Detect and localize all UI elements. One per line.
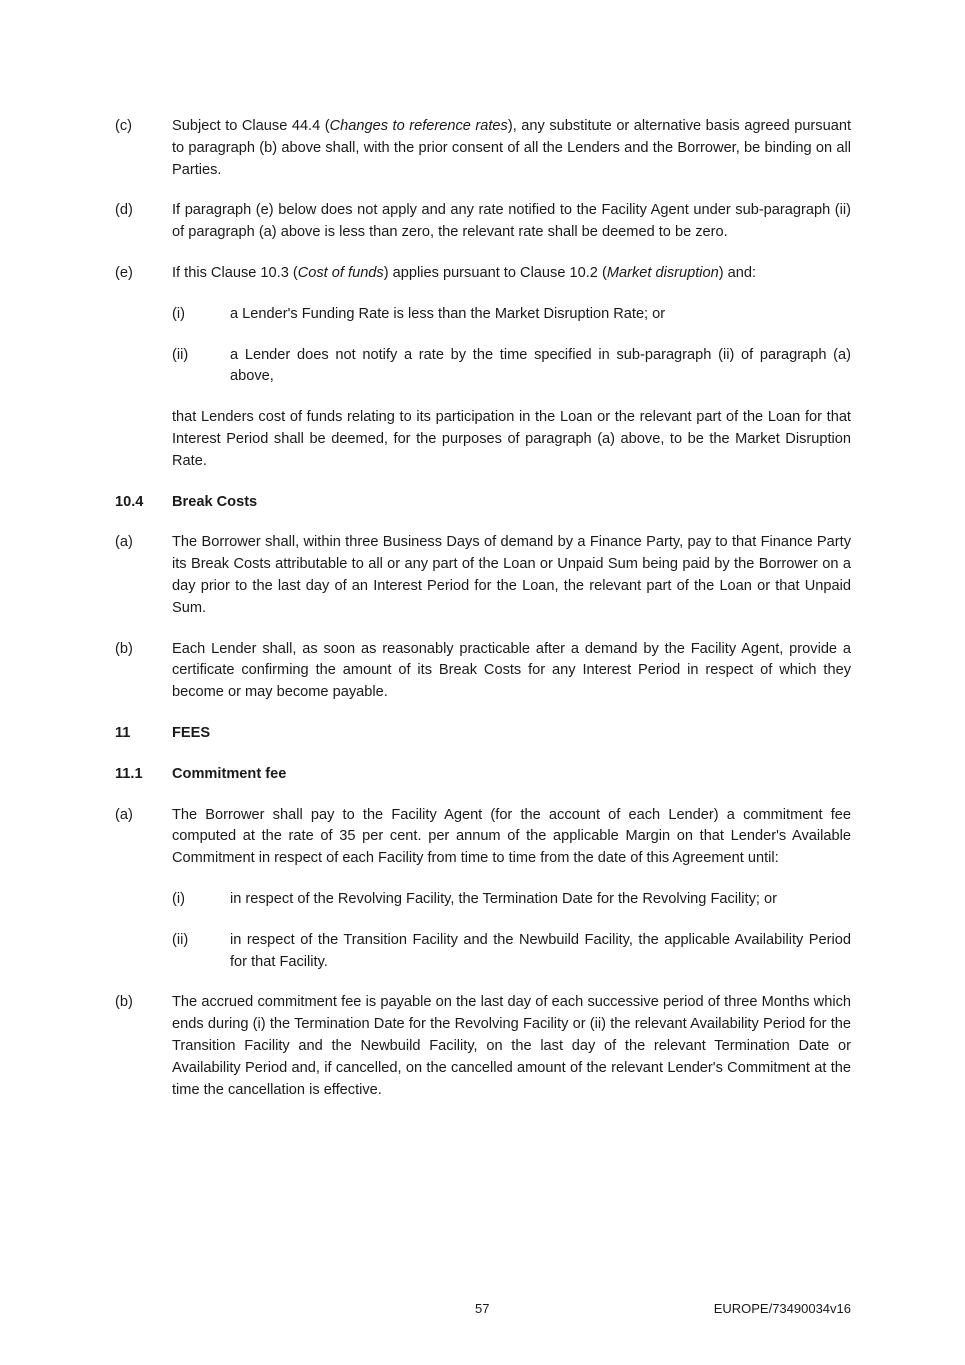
subparagraph-e-i bbox=[115, 304, 851, 326]
heading-number: 11.1 bbox=[115, 765, 143, 782]
paragraph-text: a Lender's Funding Rate is less than the Market Disruption Rate; or bbox=[230, 305, 666, 322]
heading-11-1 bbox=[115, 764, 851, 786]
paragraph-number: (b) bbox=[115, 994, 133, 1011]
subparagraph-11-1-a-i bbox=[115, 889, 851, 911]
clause-reference: Market disruption bbox=[606, 264, 719, 281]
heading-number: 11 bbox=[115, 724, 131, 741]
paragraph-text: Each Lender shall, as soon as reasonably practicable after a demand by the Facility Agent, provide a certificate confirming the amount of its Break Costs for any Interest Period in respect of which they become or may become payable. bbox=[172, 640, 851, 701]
heading-text: FEES bbox=[172, 724, 211, 741]
paragraph-e-tail bbox=[115, 407, 851, 472]
paragraph-text: a Lender does not notify a rate by the time specified in sub-paragraph (ii) of paragraph (a) above, bbox=[230, 346, 851, 385]
heading-text: Break Costs bbox=[172, 493, 258, 510]
text-run: ) applies pursuant to Clause 10.2 ( bbox=[383, 264, 607, 281]
paragraph-text: The Borrower shall pay to the Facility Agent (for the account of each Lender) a commitment fee computed at the rate of 35 per cent. per annum of the applicable Margin on that Lender's Available Commitment in respect of each Facility from time to time from the date of this Agreement until: bbox=[172, 806, 851, 867]
paragraph-10-4-b bbox=[115, 639, 851, 704]
paragraph-text: If paragraph (e) below does not apply and any rate notified to the Facility Agent under sub-paragraph (ii) of paragraph (a) above is less than zero, the relevant rate shall be deemed to be zero. bbox=[172, 202, 851, 241]
paragraph-text: in respect of the Transition Facility and the Newbuild Facility, the applicable Availability Period for that Facility. bbox=[230, 931, 851, 970]
paragraph-e bbox=[115, 263, 851, 285]
document-reference: EUROPE/73490034v16 bbox=[713, 1301, 851, 1316]
heading-11 bbox=[115, 723, 851, 745]
clause-reference: Cost of funds bbox=[297, 264, 384, 281]
paragraph-number: (a) bbox=[115, 534, 133, 551]
heading-10-4 bbox=[115, 492, 851, 514]
paragraph-number: (a) bbox=[115, 806, 133, 823]
page-number: 57 bbox=[475, 1301, 490, 1316]
paragraph-text: that Lenders cost of funds relating to its participation in the Loan or the relevant part of the Loan for that Interest Period shall be deemed, for the purposes of paragraph (a) above, to be the Market Disruption Rate. bbox=[172, 409, 851, 469]
paragraph-text: The accrued commitment fee is payable on the last day of each successive period of three Months which ends during (i) the Termination Date for the Revolving Facility or (ii) the relevant Availability Period for the Transition Facility and the Newbuild Facility, on the last day of the relevant Termination Date or Availability Period and, if cancelled, on the cancelled amount of the relevant Lender's Commitment at the time the cancellation is effective. bbox=[172, 994, 851, 1098]
paragraph-number: (c) bbox=[115, 118, 133, 134]
subparagraph-e-ii bbox=[115, 345, 851, 389]
paragraph-text bbox=[172, 116, 851, 181]
text-run: If this Clause 10.3 ( bbox=[172, 264, 298, 281]
text-run: ) and: bbox=[718, 264, 757, 281]
paragraph-10-4-a bbox=[115, 532, 851, 619]
paragraph-number: (i) bbox=[172, 890, 185, 907]
subparagraph-11-1-a-ii bbox=[115, 930, 851, 974]
clause-reference: Changes to reference rates bbox=[329, 118, 508, 134]
paragraph-number: (ii) bbox=[172, 931, 189, 948]
paragraph-text bbox=[172, 263, 851, 285]
text-run: Subject to Clause 44.4 ( bbox=[172, 118, 330, 134]
paragraph-number: (ii) bbox=[172, 346, 189, 363]
paragraph-d bbox=[115, 200, 851, 244]
paragraph-number: (d) bbox=[115, 202, 133, 219]
paragraph-c bbox=[115, 116, 851, 181]
heading-text: Commitment fee bbox=[172, 765, 287, 782]
paragraph-number: (i) bbox=[172, 305, 185, 322]
paragraph-text: The Borrower shall, within three Business Days of demand by a Finance Party, pay to that Finance Party its Break Costs attributable to all or any part of the Loan or Unpaid Sum being paid by the Borrower on a day prior to the last day of an Interest Period for the Loan, the relevant part of the Loan or that Unpaid Sum. bbox=[172, 534, 851, 616]
heading-number: 10.4 bbox=[115, 493, 144, 510]
paragraph-number: (e) bbox=[115, 264, 133, 281]
paragraph-number: (b) bbox=[115, 640, 133, 657]
paragraph-11-1-b bbox=[115, 992, 851, 1101]
paragraph-text: in respect of the Revolving Facility, the Termination Date for the Revolving Facility; or bbox=[230, 890, 777, 907]
paragraph-11-1-a bbox=[115, 805, 851, 870]
document-body bbox=[115, 116, 851, 1120]
text-run: ), any substitute or alternative basis agreed pursuant to paragraph (b) above shall, with the prior consent of all the Lenders and the Borrower, be binding on all Parties. bbox=[172, 118, 851, 178]
